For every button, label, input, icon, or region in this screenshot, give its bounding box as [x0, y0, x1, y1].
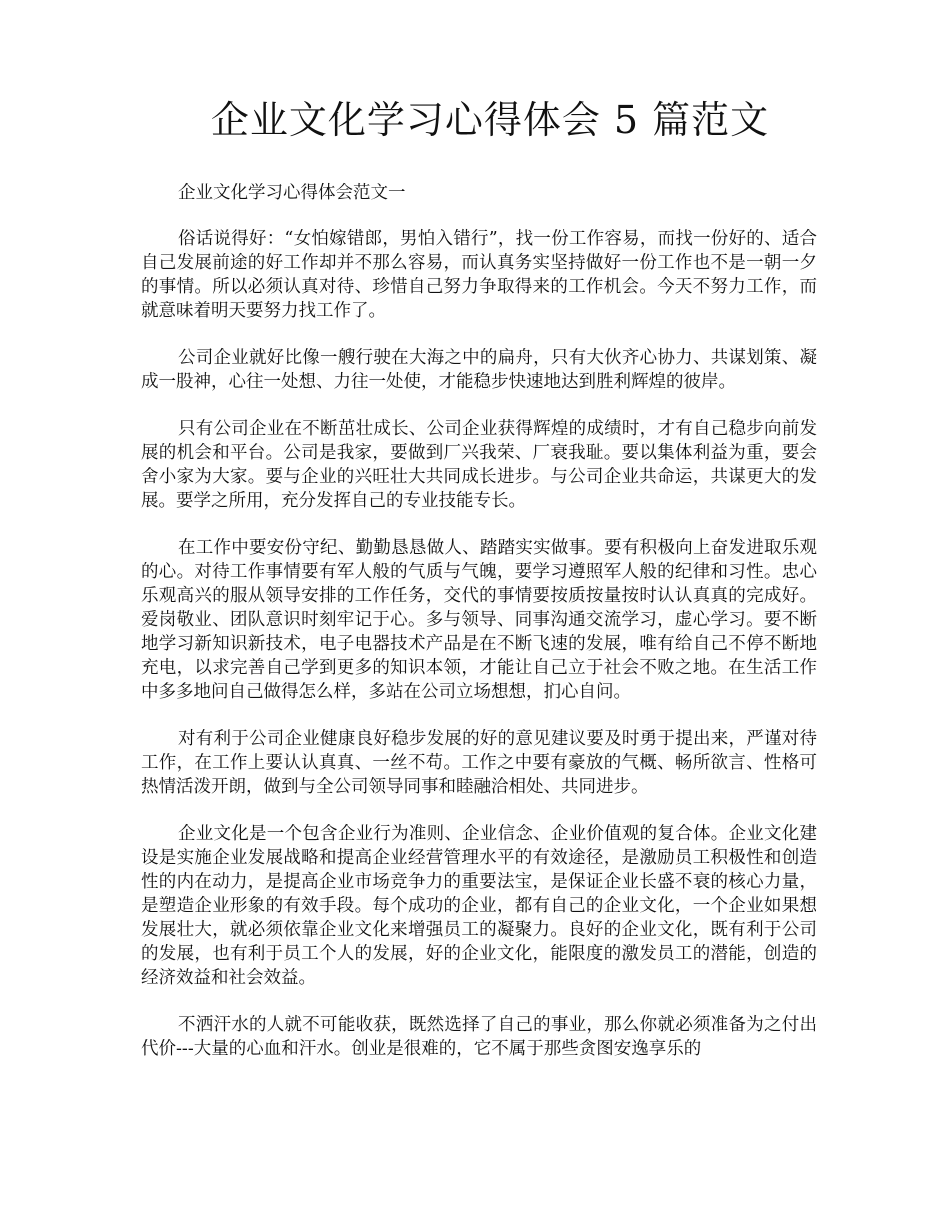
paragraph-4: 在工作中要安份守纪、勤勤恳恳做人、踏踏实实做事。要有积极向上奋发进取乐观的心。对待工作事情要有军人般的气质与气魄，要学习遵照军人般的纪律和习性。忠心乐观高兴的服从领导安排的工作任务，交代的事情要按质按量按时认认真真的完成好。爱岗敬业、团队意识时刻牢记于心。多与领导、同事沟通交流学习，虚心学习。要不断地学习新知识新技术，电子电器技术产品是在不断飞速的发展，唯有给自己不停不断地充电，以求完善自己学到更多的知识本领，才能让自己立于社会不败之地。在生活工作中多多地问自己做得怎么样，多站在公司立场想想，扪心自问。: [141, 538, 817, 702]
paragraph-3: 只有公司企业在不断茁壮成长、公司企业获得辉煌的成绩时，才有自己稳步向前发展的机会和平台。公司是我家，要做到厂兴我荣、厂衰我耻。要以集体利益为重，要会舍小家为大家。要与企业的兴旺壮大共同成长进步。与公司企业共命运，共谋更大的发展。要学之所用，充分发挥自己的专业技能专长。: [141, 419, 817, 511]
section-subtitle: 企业文化学习心得体会范文一: [178, 183, 406, 203]
paragraph-1: 俗话说得好：“女怕嫁错郎，男怕入错行”，找一份工作容易，而找一份好的、适合自己发展前途的好工作却并不那么容易，而认真务实坚持做好一份工作也不是一朝一夕的事情。所以必须认真对待、珍惜自己努力争取得来的工作机会。今天不努力工作，而就意味着明天要努力找工作了。: [141, 229, 817, 321]
paragraph-5: 对有利于公司企业健康良好稳步发展的好的意见建议要及时勇于提出来，严谨对待工作，在工作上要认认真真、一丝不苟。工作之中要有豪放的气概、畅所欲言、性格可热情活泼开朗，做到与全公司领导同事和睦融洽相处、共同进步。: [141, 729, 817, 797]
paragraph-7: 不洒汗水的人就不可能收获，既然选择了自己的事业，那么你就必须准备为之付出代价---大量的心血和汗水。创业是很难的，它不属于那些贪图安逸享乐的: [141, 1015, 817, 1059]
document-title: 企业文化学习心得体会 5 篇范文: [210, 98, 770, 142]
document-body: [141, 181, 817, 1084]
paragraph-6: 企业文化是一个包含企业行为准则、企业信念、企业价值观的复合体。企业文化建设是实施企业发展战略和提高企业经营管理水平的有效途径，是激励员工积极性和创造性的内在动力，是提高企业市场竞争力的重要法宝，是保证企业长盛不衰的核心力量，是塑造企业形象的有效手段。每个成功的企业，都有自己的企业文化，一个企业如果想发展壮大，就必须依靠企业文化来增强员工的凝聚力。良好的企业文化，既有利于公司的发展，也有利于员工个人的发展，好的企业文化，能限度的激发员工的潜能，创造的经济效益和社会效益。: [141, 824, 817, 988]
paragraph-2: 公司企业就好比像一艘行驶在大海之中的扁舟，只有大伙齐心协力、共谋划策、凝成一股神，心往一处想、力往一处使，才能稳步快速地达到胜利辉煌的彼岸。: [141, 348, 817, 392]
